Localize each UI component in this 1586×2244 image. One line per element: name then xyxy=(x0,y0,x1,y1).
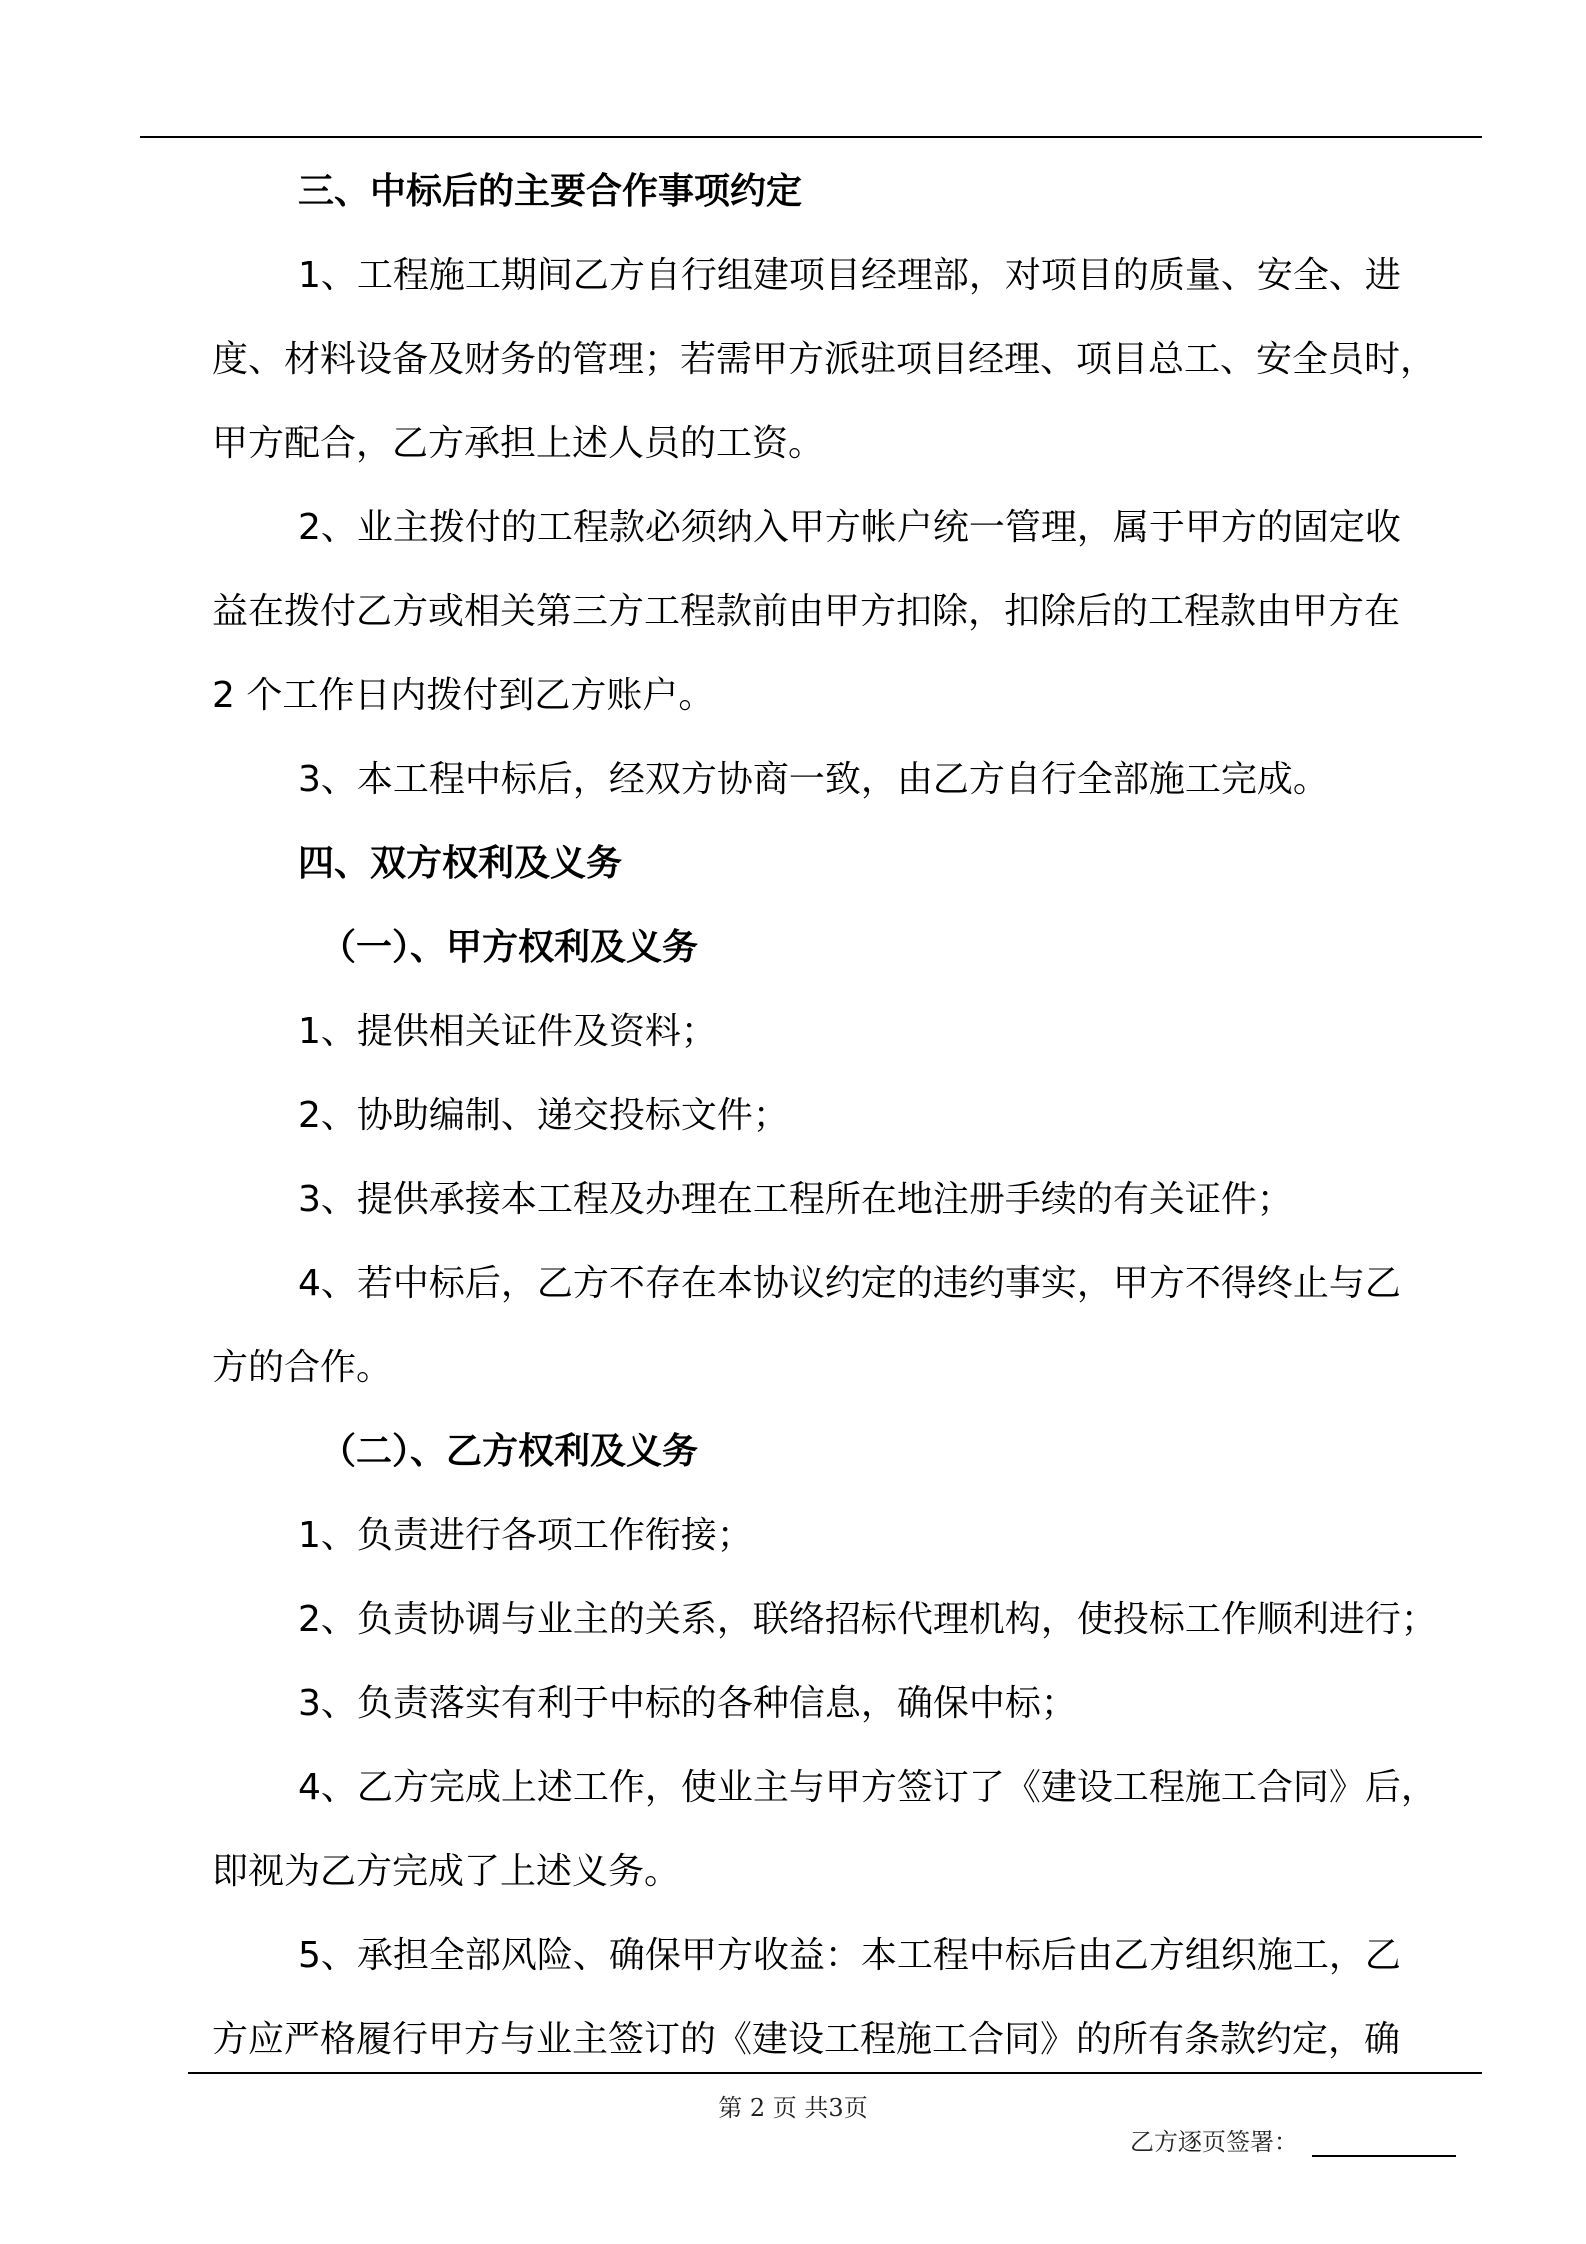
text-line: 3、本工程中标后，经双方协商一致，由乙方自行全部施工完成。 xyxy=(298,759,1329,800)
signature-label: 乙方逐页签署： xyxy=(1130,2128,1298,2156)
text-line: 方的合作。 xyxy=(212,1347,393,1388)
page-number: 第 2 页 共3页 xyxy=(718,2094,868,2122)
text-line: 甲方配合，乙方承担上述人员的工资。 xyxy=(212,423,825,464)
text-line: 2 个工作日内拨付到乙方账户。 xyxy=(212,675,715,716)
header-rule xyxy=(140,136,1482,138)
signature-line[interactable] xyxy=(1312,2131,1456,2157)
text-line: 方应严格履行甲方与业主签订的《建设工程施工合同》的所有条款约定，确 xyxy=(212,2019,1401,2060)
signature-area xyxy=(1130,2122,1456,2157)
document-body xyxy=(212,150,1452,2082)
section-heading: 四、双方权利及义务 xyxy=(298,843,623,884)
section-heading: （二）、乙方权利及义务 xyxy=(320,1431,699,1472)
text-line: 即视为乙方完成了上述义务。 xyxy=(212,1851,681,1892)
text-line: 3、提供承接本工程及办理在工程所在地注册手续的有关证件； xyxy=(298,1179,1293,1220)
text-line: 4、乙方完成上述工作，使业主与甲方签订了《建设工程施工合同》后， xyxy=(298,1767,1437,1808)
text-line: 1、工程施工期间乙方自行组建项目经理部，对项目的质量、安全、进 xyxy=(298,255,1401,296)
text-line: 度、材料设备及财务的管理；若需甲方派驻项目经理、项目总工、安全员时， xyxy=(212,339,1437,380)
text-line: 4、若中标后，乙方不存在本协议约定的违约事实，甲方不得终止与乙 xyxy=(298,1263,1401,1304)
section-heading: （一）、甲方权利及义务 xyxy=(320,927,699,968)
text-line: 2、负责协调与业主的关系，联络招标代理机构，使投标工作顺利进行； xyxy=(298,1599,1437,1640)
text-line: 益在拨付乙方或相关第三方工程款前由甲方扣除，扣除后的工程款由甲方在 xyxy=(212,591,1401,632)
footer-rule xyxy=(188,2072,1482,2074)
text-line: 2、业主拨付的工程款必须纳入甲方帐户统一管理，属于甲方的固定收 xyxy=(298,507,1401,548)
section-heading: 三、中标后的主要合作事项约定 xyxy=(298,171,803,212)
text-line: 5、承担全部风险、确保甲方收益：本工程中标后由乙方组织施工，乙 xyxy=(298,1935,1401,1976)
text-line: 3、负责落实有利于中标的各种信息，确保中标； xyxy=(298,1683,1077,1724)
text-line: 1、提供相关证件及资料； xyxy=(298,1011,717,1052)
text-line: 1、负责进行各项工作衔接； xyxy=(298,1515,753,1556)
text-line: 2、协助编制、递交投标文件； xyxy=(298,1095,789,1136)
